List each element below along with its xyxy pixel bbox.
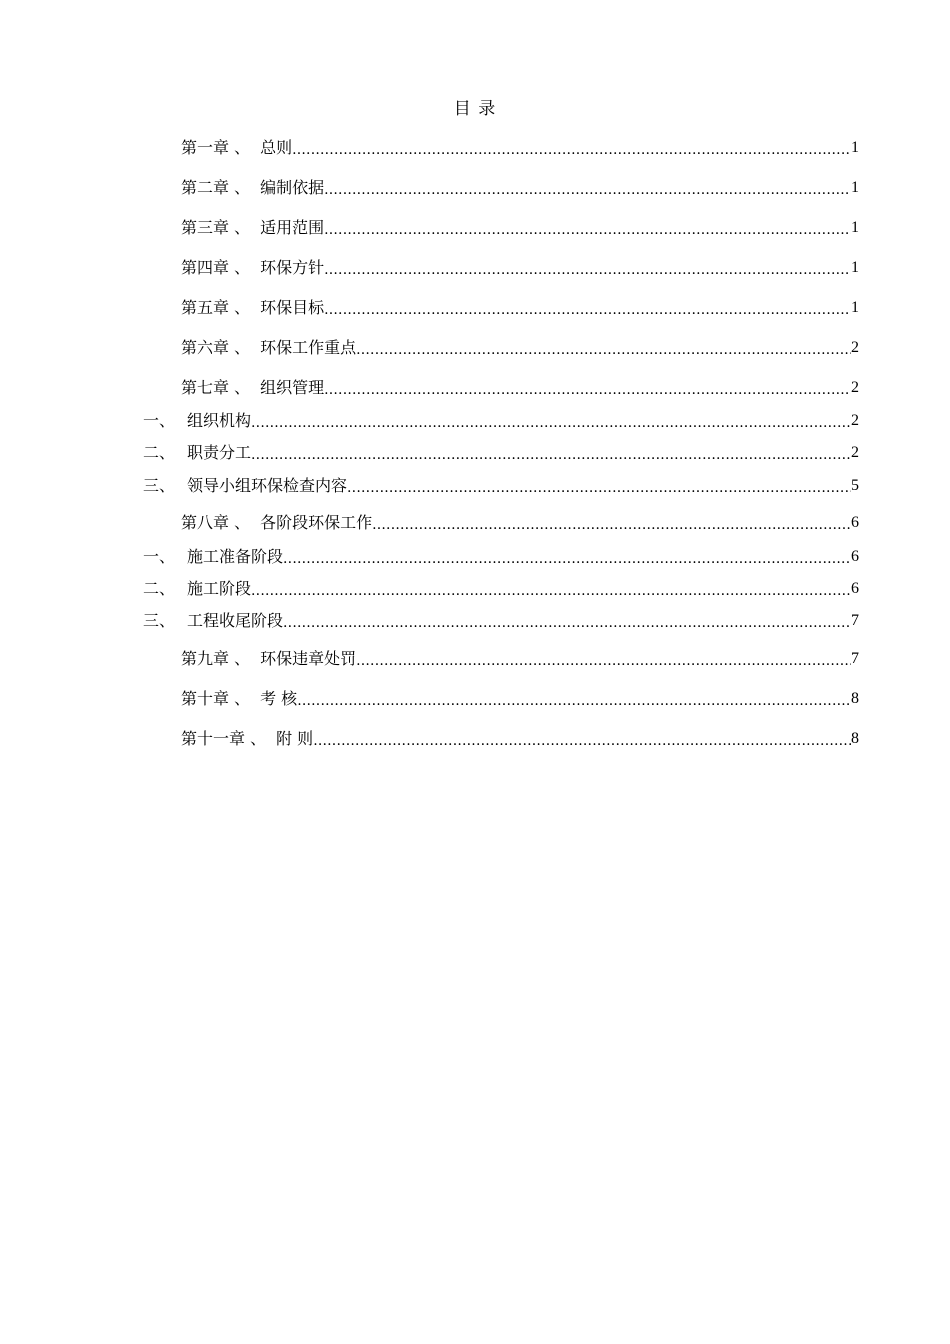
toc-entry-number: 第十一章 、 xyxy=(181,729,267,748)
toc-entry-number: 第六章 、 xyxy=(181,338,251,357)
toc-entry-page: 1 xyxy=(851,299,859,316)
toc-entry-chapter-8[interactable] xyxy=(181,512,859,534)
toc-entry-page: 8 xyxy=(851,730,859,747)
dot-leader xyxy=(283,546,851,568)
toc-entry-number: 一、 xyxy=(143,411,176,430)
toc-entry-label: 总则 xyxy=(260,138,293,157)
toc-entry-label: 职责分工 xyxy=(187,443,252,462)
toc-entry-label: 考 核 xyxy=(260,689,298,708)
toc-entry-chapter-6[interactable] xyxy=(181,337,859,359)
toc-entry-label: 环保违章处罚 xyxy=(260,649,357,668)
dot-leader xyxy=(283,610,851,632)
toc-entry-number: 第十章 、 xyxy=(181,689,251,708)
toc-title: 目 录 xyxy=(453,99,497,119)
toc-entry-label: 环保目标 xyxy=(260,298,325,317)
toc-entry-number: 第二章 、 xyxy=(181,178,251,197)
dot-leader xyxy=(372,512,851,534)
toc-entry-chapter-10[interactable] xyxy=(181,688,859,710)
toc-entry-number: 第三章 、 xyxy=(181,218,251,237)
dot-leader xyxy=(356,337,851,359)
toc-entry-number: 第四章 、 xyxy=(181,258,251,277)
toc-entry-section-8-1[interactable] xyxy=(143,546,859,568)
toc-entry-section-8-2[interactable] xyxy=(143,578,859,600)
dot-leader xyxy=(297,688,851,710)
toc-entry-chapter-11[interactable] xyxy=(181,728,859,750)
toc-entry-section-7-1[interactable] xyxy=(143,410,859,432)
toc-entry-chapter-2[interactable] xyxy=(181,177,859,199)
toc-entry-chapter-1[interactable] xyxy=(181,137,859,159)
toc-entry-page: 8 xyxy=(851,690,859,707)
toc-entry-number: 第八章 、 xyxy=(181,513,251,532)
toc-entry-page: 6 xyxy=(851,548,859,565)
toc-entry-page: 1 xyxy=(851,139,859,156)
toc-entry-page: 2 xyxy=(851,379,859,396)
dot-leader xyxy=(324,257,851,279)
toc-entry-page: 2 xyxy=(851,444,859,461)
dot-leader xyxy=(356,648,851,670)
toc-entry-page: 2 xyxy=(851,339,859,356)
toc-entry-number: 第七章 、 xyxy=(181,378,251,397)
toc-entry-label: 环保工作重点 xyxy=(260,338,357,357)
toc-entry-number: 三、 xyxy=(143,611,176,630)
toc-entry-page: 5 xyxy=(851,477,859,494)
toc-entry-chapter-3[interactable] xyxy=(181,217,859,239)
toc-entry-number: 一、 xyxy=(143,547,176,566)
dot-leader xyxy=(324,297,851,319)
toc-entry-label: 适用范围 xyxy=(260,218,325,237)
dot-leader xyxy=(324,217,851,239)
toc-entry-section-8-3[interactable] xyxy=(143,610,859,632)
toc-entry-label: 组织管理 xyxy=(260,378,325,397)
toc-entry-label: 环保方针 xyxy=(260,258,325,277)
toc-entry-number: 第九章 、 xyxy=(181,649,251,668)
toc-entry-label: 工程收尾阶段 xyxy=(187,611,284,630)
toc-entry-section-7-3[interactable] xyxy=(143,475,859,497)
toc-entry-label: 领导小组环保检查内容 xyxy=(187,476,348,495)
toc-entry-page: 6 xyxy=(851,514,859,531)
toc-entry-number: 三、 xyxy=(143,476,176,495)
dot-leader xyxy=(313,728,851,750)
toc-entry-label: 编制依据 xyxy=(260,178,325,197)
dot-leader xyxy=(292,137,851,159)
toc-entry-number: 二、 xyxy=(143,579,176,598)
toc-entry-number: 二、 xyxy=(143,443,176,462)
toc-entry-page: 7 xyxy=(851,612,859,629)
dot-leader xyxy=(251,410,851,432)
toc-entry-chapter-9[interactable] xyxy=(181,648,859,670)
toc-entry-chapter-4[interactable] xyxy=(181,257,859,279)
toc-entry-label: 施工阶段 xyxy=(187,579,252,598)
toc-entry-page: 1 xyxy=(851,219,859,236)
dot-leader xyxy=(251,442,851,464)
dot-leader xyxy=(324,377,851,399)
toc-entry-chapter-7[interactable] xyxy=(181,377,859,399)
toc-entry-label: 组织机构 xyxy=(187,411,252,430)
toc-entry-page: 1 xyxy=(851,259,859,276)
toc-entry-label: 各阶段环保工作 xyxy=(260,513,373,532)
toc-entry-page: 2 xyxy=(851,412,859,429)
toc-entry-label: 施工准备阶段 xyxy=(187,547,284,566)
toc-entry-page: 7 xyxy=(851,650,859,667)
toc-entry-number: 第五章 、 xyxy=(181,298,251,317)
dot-leader xyxy=(347,475,851,497)
toc-entry-page: 1 xyxy=(851,179,859,196)
toc-entry-chapter-5[interactable] xyxy=(181,297,859,319)
toc-entry-page: 6 xyxy=(851,580,859,597)
dot-leader xyxy=(324,177,851,199)
toc-entry-label: 附 则 xyxy=(276,729,314,748)
toc-entry-number: 第一章 、 xyxy=(181,138,251,157)
dot-leader xyxy=(251,578,851,600)
toc-entry-section-7-2[interactable] xyxy=(143,442,859,464)
